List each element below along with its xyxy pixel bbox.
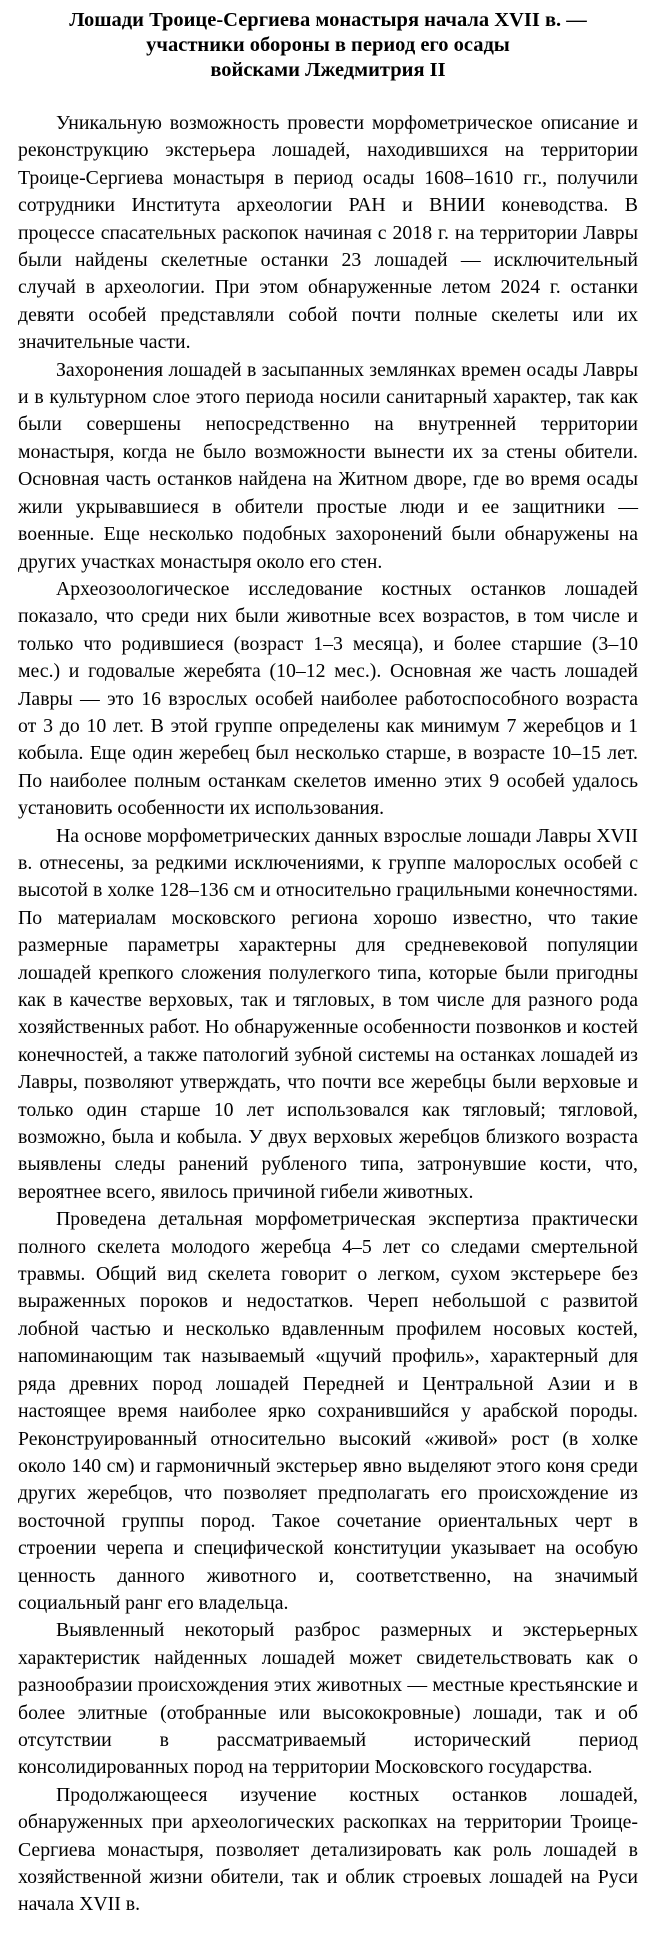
body-paragraph: Проведена детальная морфометрическая экспертиза практически полного скелета молодого жеребца 4–5 лет со следами смертельной травмы. Общий вид скелета говорит о легком, сухом экстерьере без выраженных пороков и недостатков. Череп небольшой с развитой лобной частью и несколько вдавленным профилем носовых костей, напоминающим так называемый «щучий профиль», характерный для ряда древних пород лошадей Передней и Центральной Азии и в настоящее время наиболее ярко сохранившийся у арабской породы. Реконструированный относительно высокий «живой» рост (в холке около 140 см) и гармоничный экстерьер явно выделяют этого коня среди других жеребцов, что позволяет предполагать его происхождение из восточной группы пород. Такое сочетание ориентальных черт в строении черепа и специфической конституции указывает на особую ценность данного животного и, соответственно, на значимый социальный ранг его владельца. (18, 1208, 638, 1614)
body-paragraph: Продолжающееся изучение костных останков лошадей, обнаруженных при археологических раскопках на территории Троице-Сергиева монастыря, позволяет детализировать как роль лошадей в хозяйственной жизни обители, так и облик строевых лошадей на Руси начала XVII в. (18, 1783, 638, 1916)
article-body (18, 110, 638, 1919)
document-page (18, 8, 638, 1919)
body-paragraph: Археозоологическое исследование костных останков лошадей показало, что среди них были животные всех возрастов, в том числе и только что родившиеся (возраст 1–3 месяца), и более старшие (3–10 мес.) и годовалые жеребята (10–12 мес.). Основная же часть лошадей Лавры — это 16 взрослых особей наиболее работоспособного возраста от 3 до 10 лет. В этой группе определены как минимум 7 жеребцов и 1 кобыла. Еще один жеребец был несколько старше, в возрасте 10–15 лет. По наиболее полным останкам скелетов именно этих 9 особей удалось установить особенности их использования. (18, 577, 638, 820)
title-line: участники обороны в период его осады (146, 34, 510, 56)
title-line: войсками Лжедмитрия II (210, 59, 446, 81)
body-paragraph: Выявленный некоторый разброс размерных и экстерьерных характеристик найденных лошадей может свидетельствовать как о разнообразии происхождения этих животных — местные крестьянские и более элитные (отобранные или высококровные) лошади, так и об отсутствии в рассматриваемый исторический период консолидированных пород на территории Московского государства. (18, 1619, 638, 1779)
body-paragraph: Уникальную возможность провести морфометрическое описание и реконструкцию экстерьера лошадей, находившихся на территории Троице-Сергиева монастыря в период осады 1608–1610 гг., получили сотрудники Института археологии РАН и ВНИИ коневодства. В процессе спасательных раскопок начиная с 2018 г. на территории Лавры были найдены скелетные останки 23 лошадей — исключительный случай в археологии. При этом обнаруженные летом 2024 г. останки девяти особей представляли собой почти полные скелеты или их значительные части. (18, 112, 638, 354)
title-line: Лошади Троице-Сергиева монастыря начала XVII в. — (69, 9, 587, 31)
article-title (18, 8, 638, 83)
body-paragraph: На основе морфометрических данных взрослые лошади Лавры XVII в. отнесены, за редкими исключениями, к группе малорослых особей с высотой в холке 128–136 см и относительно грацильными конечностями. По материалам московского региона хорошо известно, что такие размерные параметры характерны для средневековой популяции лошадей крепкого сложения полулегкого типа, которые были пригодны как в качестве верховых, так и тягловых, в том числе для разного рода хозяйственных работ. Но обнаруженные особенности позвонков и костей конечностей, а также патологий зубной системы на останках лошадей из Лавры, позволяют утверждать, что почти все жеребцы были верховые и только один старше 10 лет использовался как тягловый; тягловой, возможно, была и кобыла. У двух верховых жеребцов близкого возраста выявлены следы ранений рубленого типа, затронувшие кости, что, вероятнее всего, явилось причиной гибели животных. (18, 824, 638, 1203)
body-paragraph: Захоронения лошадей в засыпанных землянках времен осады Лавры и в культурном слое этого периода носили санитарный характер, так как были совершены непосредственно на внутренней территории монастыря, когда не было возможности вынести их за стены обители. Основная часть останков найдена на Житном дворе, где во время осады жили укрывавшиеся в обители простые люди и ее защитники — военные. Еще несколько подобных захоронений были обнаружены на других участках монастыря около его стен. (18, 358, 638, 573)
